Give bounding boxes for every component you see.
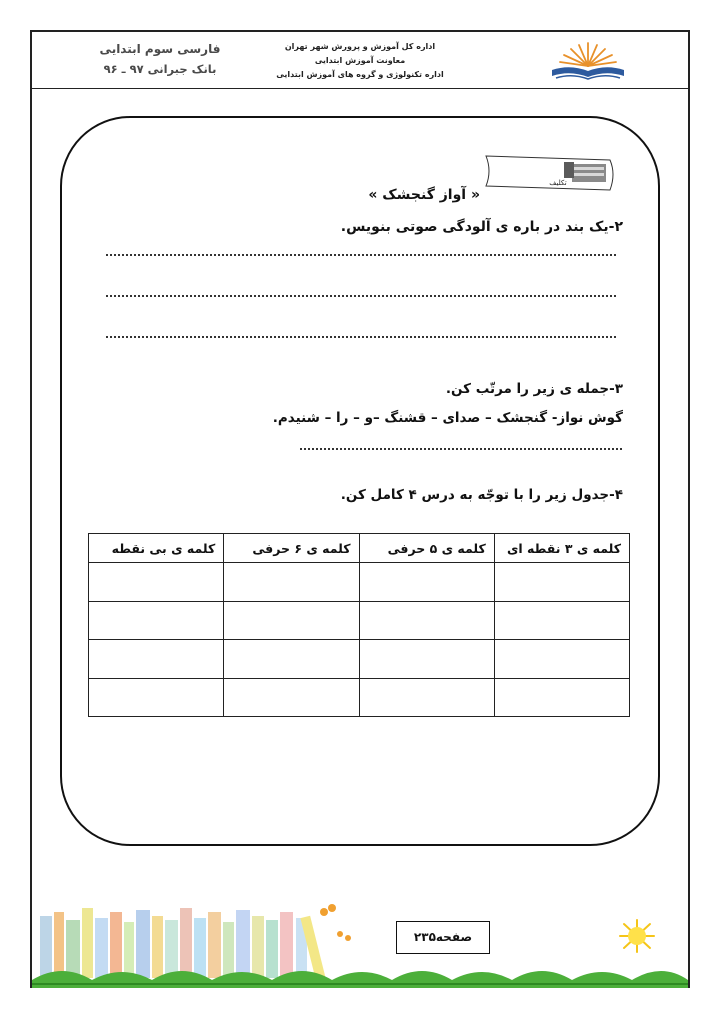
org-line-1: اداره کل آموزش و پرورش شهر تهران — [284, 42, 436, 51]
question-4: ۴-جدول زیر را با توجّه به درس ۴ کامل کن. — [340, 487, 623, 503]
table-cell[interactable] — [494, 640, 629, 679]
table-cell[interactable] — [89, 640, 224, 679]
org-line-3: اداره تکنولوژی و گروه های آموزش ابتدایی — [276, 70, 444, 79]
homework-label: تکلیف — [549, 179, 567, 187]
org-line-2: معاونت آموزش ابتدایی — [314, 56, 406, 65]
table-cell[interactable] — [359, 563, 494, 602]
table-row — [89, 563, 630, 602]
table-cell[interactable] — [224, 678, 359, 717]
table-cell[interactable] — [224, 563, 359, 602]
homework-badge-icon — [484, 154, 618, 194]
table-header: کلمه ی ۵ حرفی — [359, 534, 494, 563]
course-name: فارسی سوم ابتدایی — [99, 42, 221, 56]
table-header: کلمه ی بی نقطه — [89, 534, 224, 563]
table-cell[interactable] — [494, 678, 629, 717]
page-number: صفحه۲۳۵ — [396, 921, 490, 954]
table-row — [89, 601, 630, 640]
answer-line-1[interactable] — [106, 254, 616, 256]
table-cell[interactable] — [359, 678, 494, 717]
table-cell[interactable] — [359, 601, 494, 640]
question-2: ۲-یک بند در باره ی آلودگی صوتی بنویس. — [340, 219, 623, 235]
table-cell[interactable] — [359, 640, 494, 679]
answer-line-2[interactable] — [106, 295, 616, 297]
answer-line-4[interactable] — [300, 448, 622, 450]
question-3-words: گوش نواز- گنجشک – صدای – قشنگ –و – را – شنیدم. — [272, 410, 623, 426]
header-divider — [30, 88, 690, 89]
table-cell[interactable] — [224, 640, 359, 679]
table-cell[interactable] — [89, 601, 224, 640]
book-sunrise-logo-icon — [548, 40, 628, 84]
bank-name: بانک جبرانی ۹۷ ـ ۹۶ — [103, 62, 217, 76]
table-row — [89, 640, 630, 679]
word-table — [88, 533, 630, 717]
table-header: کلمه ی ۶ حرفی — [224, 534, 359, 563]
table-cell[interactable] — [494, 601, 629, 640]
table-cell[interactable] — [494, 563, 629, 602]
table-header-row — [89, 534, 630, 563]
table-cell[interactable] — [224, 601, 359, 640]
table-cell[interactable] — [89, 563, 224, 602]
table-cell[interactable] — [89, 678, 224, 717]
table-header: کلمه ی ۳ نقطه ای — [494, 534, 629, 563]
course-info — [80, 42, 240, 76]
books-grass-footer-icon — [32, 898, 688, 988]
answer-line-3[interactable] — [106, 336, 616, 338]
lesson-title: « آواز گنجشک » — [368, 187, 480, 203]
organization-info — [270, 40, 450, 82]
table-row — [89, 678, 630, 717]
question-3: ۳-جمله ی زیر را مرتّب کن. — [445, 381, 623, 397]
